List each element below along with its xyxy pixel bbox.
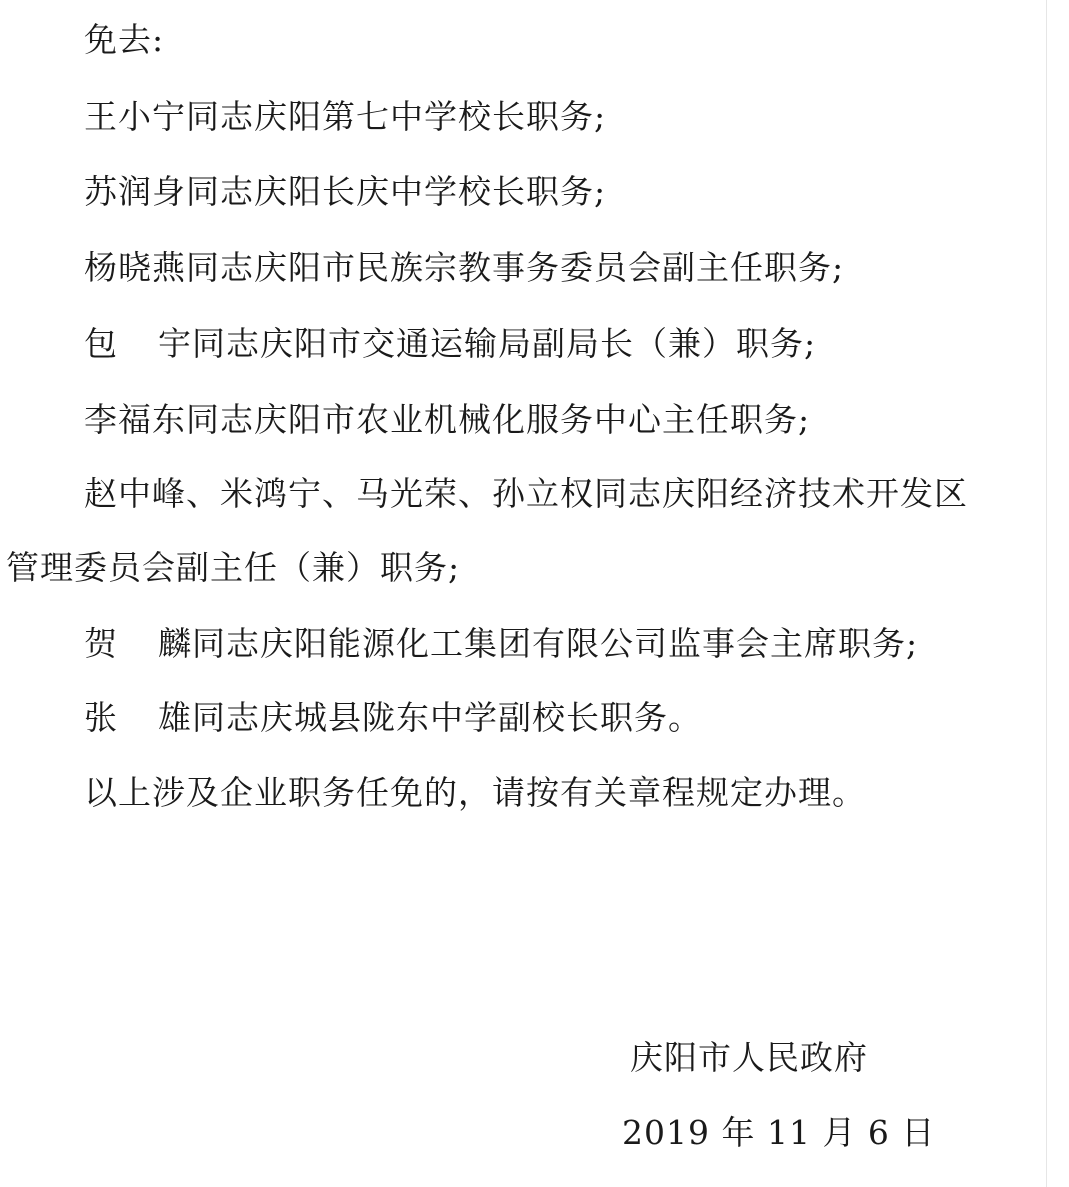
signature-organization: 庆阳市人民政府 — [630, 1038, 868, 1077]
scan-edge-line — [1046, 0, 1047, 1187]
dismissal-item-3: 杨晓燕同志庆阳市民族宗教事务委员会副主任职务; — [84, 248, 845, 287]
dismissal-item-6-line-2: 管理委员会副主任（兼）职务; — [6, 548, 461, 587]
dismissal-item-8-name: 张 — [84, 698, 118, 737]
dismissal-item-1: 王小宁同志庆阳第七中学校长职务; — [84, 97, 607, 136]
dismissal-item-8 — [84, 698, 702, 738]
dismissal-item-4-name: 包 — [84, 324, 118, 363]
dismissal-item-4-rest: 宇同志庆阳市交通运输局副局长（兼）职务; — [158, 324, 817, 363]
dismissal-item-7-name: 贺 — [84, 624, 118, 663]
signature-date: 2019 年 11 月 6 日 — [622, 1113, 936, 1152]
dismissal-item-7 — [84, 624, 918, 664]
dismissal-item-6-line-1: 赵中峰、米鸿宁、马光荣、孙立权同志庆阳经济技术开发区 — [84, 474, 968, 513]
dismissal-item-8-rest: 雄同志庆城县陇东中学副校长职务。 — [158, 698, 702, 737]
dismissal-item-5: 李福东同志庆阳市农业机械化服务中心主任职务; — [84, 400, 811, 439]
closing-note: 以上涉及企业职务任免的，请按有关章程规定办理。 — [84, 773, 866, 812]
dismissal-item-2: 苏润身同志庆阳长庆中学校长职务; — [84, 172, 607, 211]
intro-heading: 免去: — [84, 20, 165, 59]
dismissal-item-7-rest: 麟同志庆阳能源化工集团有限公司监事会主席职务; — [158, 624, 919, 663]
dismissal-item-4 — [84, 324, 816, 364]
